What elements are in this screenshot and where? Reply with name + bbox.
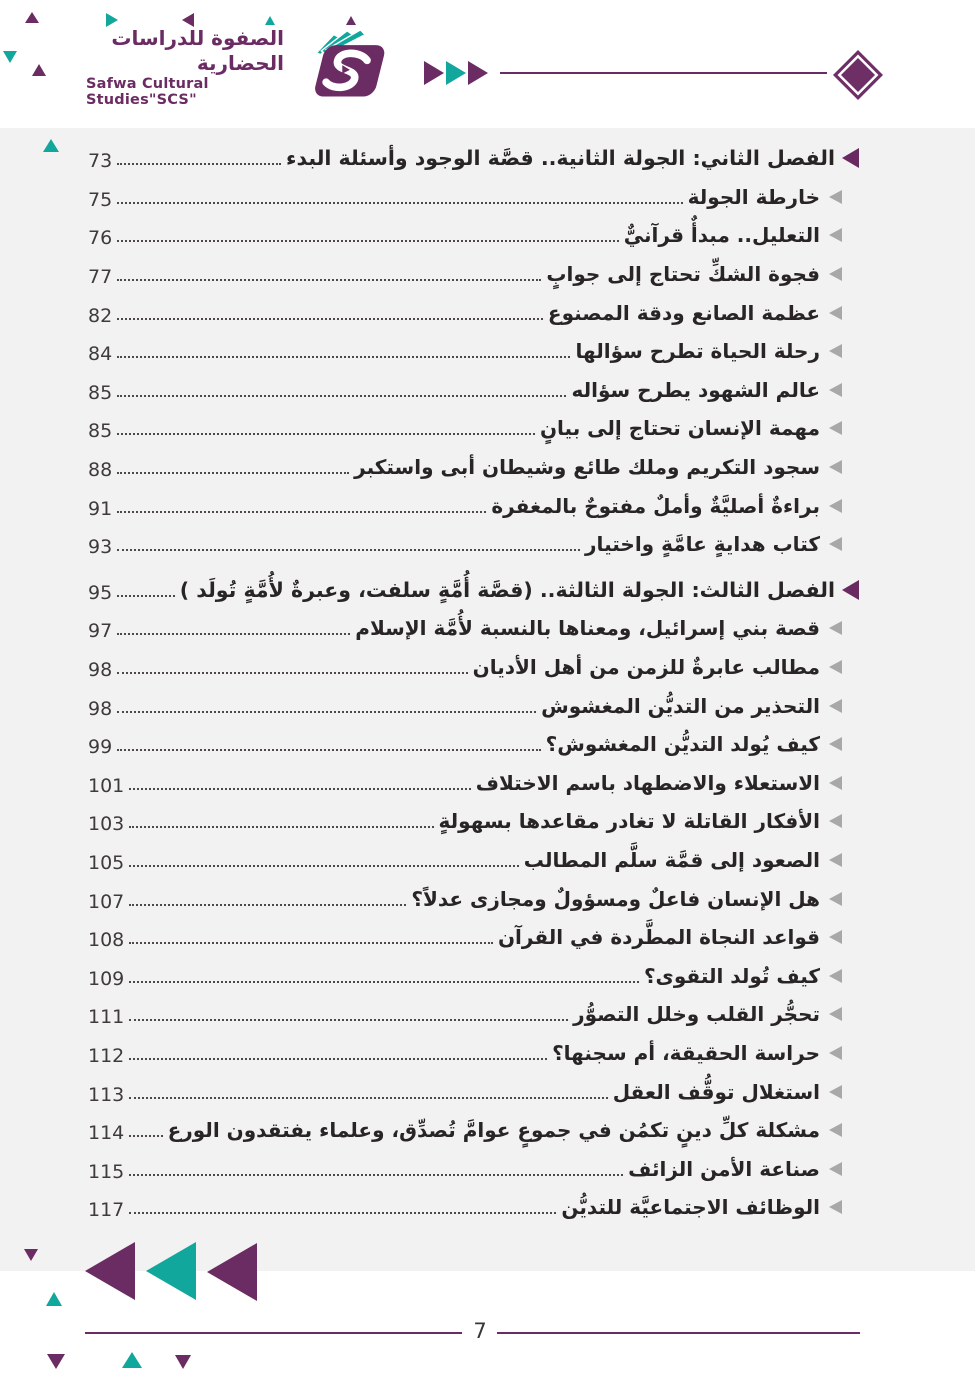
toc-entry xyxy=(0,918,975,957)
triangle-left-marker-icon xyxy=(829,421,842,435)
toc-entry xyxy=(0,956,975,995)
footer-rule-right xyxy=(497,1332,860,1334)
toc-entry-label: رحلة الحياة تطرح سؤالها xyxy=(575,339,820,364)
toc-dot-leader xyxy=(129,1019,568,1021)
toc-entry-label: مطالب عابرةٌ للزمن من أهل الأديان xyxy=(472,655,820,680)
toc-dot-leader xyxy=(117,395,566,397)
triangle-right-icon xyxy=(446,61,466,85)
triangle-up-icon xyxy=(265,16,275,25)
toc-page-number: 114 xyxy=(88,1122,125,1145)
triangle-down-icon xyxy=(3,51,17,63)
triangle-left-marker-icon xyxy=(829,660,842,674)
toc-entry-label: كتاب هدايةٍ عامَّةٍ واختيار xyxy=(585,532,820,557)
publisher-logo-text xyxy=(86,26,284,108)
triangle-right-icon xyxy=(106,13,118,27)
toc-page-number: 107 xyxy=(88,890,125,913)
toc-entry xyxy=(0,486,975,525)
toc-entry-label: عالم الشهود يطرح سؤاله xyxy=(571,377,820,402)
toc-entry-label: الفصل الثاني: الجولة الثانية.. قصَّة الوجود وأسئلة البدء xyxy=(286,146,835,171)
toc-entry-label: قصة بني إسرائيل، ومعناها بالنسبة لأُمَّة الإسلام xyxy=(355,616,820,641)
toc-page-number: 95 xyxy=(88,581,113,604)
toc-dot-leader xyxy=(129,1212,556,1214)
toc-dot-leader xyxy=(117,672,467,674)
toc-dot-leader xyxy=(129,981,639,983)
triangle-left-marker-icon xyxy=(829,892,842,906)
triangle-left-marker-icon xyxy=(829,267,842,281)
triangle-up-icon xyxy=(32,64,46,76)
triangle-left-marker-icon xyxy=(829,228,842,242)
toc-entry-label: مهمة الإنسان تحتاج إلى بيانٍ xyxy=(539,416,820,441)
triangle-left-marker-icon xyxy=(829,930,842,944)
toc-entry xyxy=(0,841,975,880)
triangle-left-marker-icon xyxy=(829,1007,842,1021)
toc-entry-label: الصعود إلى قمَّة سلَّم المطالب xyxy=(523,847,820,872)
page-number: 7 xyxy=(473,1319,487,1343)
toc-dot-leader xyxy=(129,826,433,828)
triangle-left-marker-icon xyxy=(829,621,842,635)
toc-dot-leader xyxy=(117,356,570,358)
toc-dot-leader xyxy=(117,472,349,474)
toc-page-number: 105 xyxy=(88,851,125,874)
toc-entry-label: كيف تُولد التقوى؟ xyxy=(643,963,820,988)
toc-dot-leader xyxy=(117,711,536,713)
toc-entry xyxy=(0,409,975,448)
toc-entry xyxy=(0,648,975,687)
toc-entry-label: تحجُّر القلب وخلل التصوُّر xyxy=(573,1002,820,1027)
publisher-name-english: Safwa Cultural Studies"SCS" xyxy=(86,76,209,108)
toc-page-number: 85 xyxy=(88,420,113,443)
triangle-left-marker-icon xyxy=(829,1046,842,1060)
toc-page-number: 103 xyxy=(88,813,125,836)
toc-page-number: 73 xyxy=(88,150,113,173)
publisher-name-arabic: الصفوة للدراسات الحضارية xyxy=(111,26,284,75)
triangle-right-icon xyxy=(424,61,444,85)
triangle-up-icon xyxy=(25,12,39,23)
toc-dot-leader xyxy=(117,595,175,597)
toc-page-number: 98 xyxy=(88,659,113,682)
triangle-up-icon xyxy=(346,16,356,25)
toc-page-number: 77 xyxy=(88,266,113,289)
toc-dot-leader xyxy=(117,279,541,281)
triangle-down-icon xyxy=(24,1249,38,1261)
triangle-left-icon xyxy=(85,1242,135,1300)
toc-entry xyxy=(0,1111,975,1150)
toc-page-number: 88 xyxy=(88,459,113,482)
footer-rule-left xyxy=(85,1332,462,1334)
toc-entry-label: كيف يُولد التديُّن المغشوش؟ xyxy=(545,732,820,757)
toc-entry xyxy=(0,1149,975,1188)
toc-entry xyxy=(0,686,975,725)
triangle-left-marker-icon xyxy=(829,306,842,320)
triangle-left-marker-icon xyxy=(842,148,859,168)
triangle-left-marker-icon xyxy=(829,853,842,867)
triangle-left-marker-icon xyxy=(829,814,842,828)
toc-dot-leader xyxy=(129,788,470,790)
toc-dot-leader xyxy=(117,202,682,204)
toc-dot-leader xyxy=(129,1135,162,1137)
toc-page-number: 75 xyxy=(88,188,113,211)
toc-entry xyxy=(0,995,975,1034)
toc-page-number: 109 xyxy=(88,967,125,990)
toc-entry xyxy=(0,255,975,294)
toc-entry-label: التحذير من التديُّن المغشوش xyxy=(541,693,820,718)
triangle-left-marker-icon xyxy=(829,537,842,551)
toc-dot-leader xyxy=(129,904,406,906)
toc-dot-leader xyxy=(117,511,486,513)
toc-dot-leader xyxy=(117,433,535,435)
triangle-left-marker-icon xyxy=(829,383,842,397)
toc-dot-leader xyxy=(117,318,543,320)
triangle-left-marker-icon xyxy=(829,969,842,983)
toc-entry-label: الوظائف الاجتماعيَّة للتديُّن xyxy=(561,1195,820,1220)
triangle-left-marker-icon xyxy=(829,1123,842,1137)
toc-entry xyxy=(0,879,975,918)
triangle-up-icon xyxy=(122,1352,142,1368)
toc-entry xyxy=(0,332,975,371)
toc-entry-label: صناعة الأمن الزائف xyxy=(628,1156,820,1181)
toc-entry-label: سجود التكريم وملك طائع وشيطان أبى واستكبر xyxy=(354,455,820,480)
toc-entry xyxy=(0,448,975,487)
toc-page-number: 101 xyxy=(88,774,125,797)
toc-entry-label: الفصل الثالث: الجولة الثالثة.. (قصَّة أُمَّةٍ سلفت، وعبرةٌ لأُمَّةٍ تُولَد ) xyxy=(179,577,835,602)
triangle-up-icon xyxy=(46,1292,62,1306)
toc-entry xyxy=(0,1072,975,1111)
toc-page-number: 108 xyxy=(88,929,125,952)
triangle-left-marker-icon xyxy=(829,1200,842,1214)
triangle-left-marker-icon xyxy=(829,499,842,513)
toc-entry-label: الاستعلاء والاضطهاد باسم الاختلاف xyxy=(475,770,820,795)
triangle-left-marker-icon xyxy=(829,737,842,751)
toc-page-number: 85 xyxy=(88,381,113,404)
toc-entry xyxy=(0,371,975,410)
toc-dot-leader xyxy=(129,1174,623,1176)
toc-entry xyxy=(0,293,975,332)
triangle-left-icon xyxy=(146,1242,196,1300)
toc-page-number: 117 xyxy=(88,1199,125,1222)
toc-entry-label: هل الإنسان فاعلٌ ومسؤولٌ ومجازى عدلاً؟ xyxy=(411,886,820,911)
triangle-left-marker-icon xyxy=(829,190,842,204)
toc-entry xyxy=(0,1188,975,1227)
toc-page-number: 99 xyxy=(88,736,113,759)
toc-page-number: 113 xyxy=(88,1083,125,1106)
toc-entry xyxy=(0,525,975,564)
toc-entry xyxy=(0,609,975,648)
toc-list xyxy=(0,128,975,1227)
diamond-icon xyxy=(833,50,883,100)
triangle-left-marker-icon xyxy=(842,580,859,600)
toc-entry-label: استغلال توقُّف العقل xyxy=(612,1079,820,1104)
toc-chapter-entry xyxy=(0,139,975,178)
toc-entry-label: حراسة الحقيقة، أم سجنها؟ xyxy=(552,1040,820,1065)
toc-dot-leader xyxy=(117,749,540,751)
toc-page-number: 97 xyxy=(88,620,113,643)
header-rule xyxy=(500,72,827,74)
toc-entry-label: الأفكار القاتلة لا تغادر مقاعدها بسهولةٍ xyxy=(438,809,820,834)
toc-entry xyxy=(0,1034,975,1073)
toc-page-number: 82 xyxy=(88,304,113,327)
toc-entry xyxy=(0,178,975,217)
toc-page-number: 91 xyxy=(88,497,113,520)
toc-page-number: 111 xyxy=(88,1006,125,1029)
triangle-left-marker-icon xyxy=(829,1085,842,1099)
toc-page-number: 115 xyxy=(88,1160,125,1183)
toc-entry-label: خارطة الجولة xyxy=(687,184,820,209)
toc-dot-leader xyxy=(129,942,493,944)
toc-page-number: 98 xyxy=(88,697,113,720)
toc-page-number: 112 xyxy=(88,1044,125,1067)
toc-page-number: 84 xyxy=(88,343,113,366)
toc-page-number: 93 xyxy=(88,536,113,559)
toc-entry xyxy=(0,216,975,255)
toc-entry xyxy=(0,725,975,764)
triangle-down-icon xyxy=(175,1355,191,1369)
triangle-left-marker-icon xyxy=(829,699,842,713)
toc-dot-leader xyxy=(117,163,281,165)
toc-dot-leader xyxy=(117,549,580,551)
triangle-left-marker-icon xyxy=(829,776,842,790)
toc-entry-label: قواعد النجاة المطَّردة في القرآن xyxy=(497,925,820,950)
toc-entry-label: فجوة الشكِّ تحتاج إلى جوابٍ xyxy=(546,262,820,287)
triangle-right-icon xyxy=(468,61,488,85)
toc-chapter-entry xyxy=(0,571,975,610)
safwa-logo-mark-icon xyxy=(288,26,388,108)
triangle-left-icon xyxy=(207,1243,257,1301)
toc-entry-label: مشكلة كلِّ دينٍ تكمُن في جموعٍ عوامَّ تُصدِّق، وعلماء يفتقدون الورع xyxy=(167,1118,820,1143)
toc-entry-label: براءةٌ أصليَّةٌ وأملٌ مفتوحٌ بالمغفرة xyxy=(491,493,820,518)
triangle-left-marker-icon xyxy=(829,344,842,358)
toc-entry-label: عظمة الصانع ودقة المصنوع xyxy=(547,300,820,325)
toc-dot-leader xyxy=(117,240,619,242)
toc-dot-leader xyxy=(129,865,519,867)
triangle-left-marker-icon xyxy=(829,1162,842,1176)
triangle-down-icon xyxy=(47,1354,65,1369)
toc-entry xyxy=(0,764,975,803)
triangle-left-icon xyxy=(182,13,194,27)
toc-dot-leader xyxy=(117,633,350,635)
toc-dot-leader xyxy=(129,1058,547,1060)
triangle-left-marker-icon xyxy=(829,460,842,474)
toc-dot-leader xyxy=(129,1097,607,1099)
publisher-logo xyxy=(86,26,388,108)
toc-entry-label: التعليل.. مبدأٌ قرآنيٌّ xyxy=(623,223,820,248)
toc-page-number: 76 xyxy=(88,227,113,250)
toc-entry xyxy=(0,802,975,841)
